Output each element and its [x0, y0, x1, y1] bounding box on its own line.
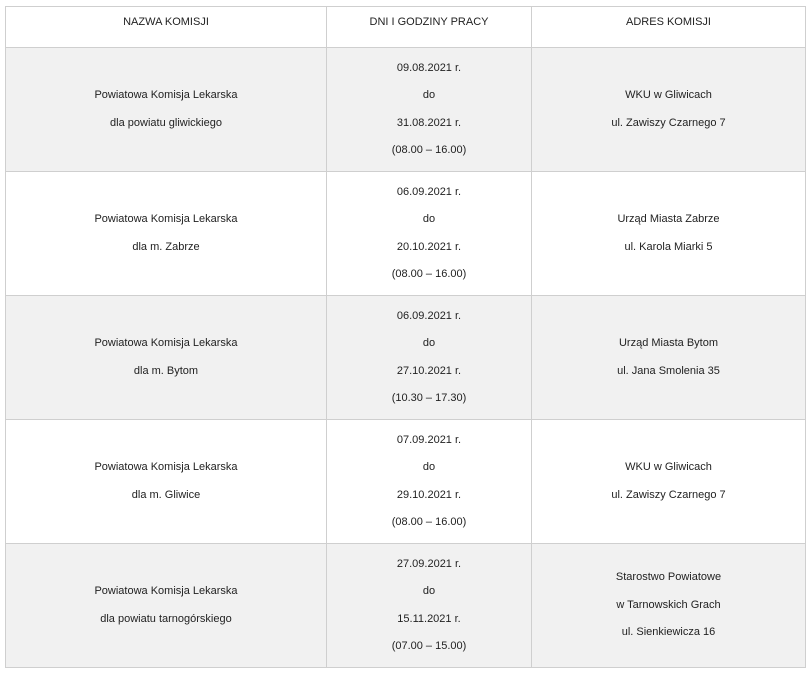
date-to: 15.11.2021 r. [397, 612, 461, 625]
address-cell [532, 420, 806, 544]
address-line: w Tarnowskich Grach [616, 598, 721, 611]
working-hours-cell [327, 296, 532, 420]
commission-name-line: dla powiatu gliwickiego [110, 116, 222, 129]
date-to: 29.10.2021 r. [396, 488, 462, 501]
header-address: ADRES KOMISJI [532, 7, 806, 48]
commission-name-cell [6, 420, 327, 544]
commission-name-line: Powiatowa Komisja Lekarska [94, 89, 238, 101]
address-cell [532, 172, 806, 296]
header-name: NAZWA KOMISJI [6, 7, 327, 48]
commission-name-line: Powiatowa Komisja Lekarska [94, 461, 238, 473]
date-separator: do [422, 585, 436, 597]
address-line: ul. Zawiszy Czarnego 7 [611, 116, 726, 129]
date-from: 07.09.2021 r. [396, 433, 462, 446]
date-separator: do [422, 461, 436, 473]
address-cell [532, 48, 806, 172]
commission-name-line: Powiatowa Komisja Lekarska [94, 585, 238, 597]
commission-name-line: dla powiatu tarnogórskiego [100, 612, 232, 625]
commission-name-cell [6, 48, 327, 172]
address-line: ul. Karola Miarki 5 [624, 240, 713, 253]
hours-range: (08.00 – 16.00) [391, 144, 467, 156]
commission-name-line: Powiatowa Komisja Lekarska [94, 337, 238, 349]
header-hours: DNI I GODZINY PRACY [327, 7, 532, 48]
commission-name-line: dla m. Bytom [133, 364, 199, 377]
address-line: WKU w Gliwicach [625, 461, 712, 473]
date-to: 20.10.2021 r. [396, 240, 462, 253]
date-separator: do [422, 89, 436, 101]
address-line: Urząd Miasta Zabrze [617, 213, 720, 225]
date-to: 27.10.2021 r. [396, 364, 462, 377]
address-line: ul. Zawiszy Czarnego 7 [611, 488, 726, 501]
table-row [6, 420, 806, 544]
date-from: 06.09.2021 r. [396, 309, 462, 322]
address-line: WKU w Gliwicach [625, 89, 712, 101]
commission-name-line: dla m. Gliwice [131, 488, 201, 501]
date-separator: do [422, 213, 436, 225]
table-row [6, 296, 806, 420]
table-row [6, 48, 806, 172]
address-line: ul. Jana Smolenia 35 [617, 364, 720, 377]
address-cell [532, 544, 806, 668]
date-to: 31.08.2021 r. [396, 116, 462, 129]
address-cell [532, 296, 806, 420]
commission-name-cell [6, 172, 327, 296]
table-row [6, 172, 806, 296]
hours-range: (08.00 – 16.00) [391, 516, 467, 528]
working-hours-cell [327, 420, 532, 544]
address-line: Urząd Miasta Bytom [618, 337, 719, 349]
date-from: 06.09.2021 r. [396, 185, 462, 198]
commission-name-cell [6, 296, 327, 420]
date-from: 27.09.2021 r. [396, 557, 462, 570]
table-row [6, 544, 806, 668]
address-line: ul. Sienkiewicza 16 [621, 626, 716, 639]
working-hours-cell [327, 48, 532, 172]
commission-name-line: Powiatowa Komisja Lekarska [94, 213, 238, 225]
commission-name-cell [6, 544, 327, 668]
hours-range: (07.00 – 15.00) [391, 640, 467, 652]
date-from: 09.08.2021 r. [396, 61, 462, 74]
hours-range: (08.00 – 16.00) [391, 268, 467, 280]
table-header-row [6, 7, 806, 48]
commissions-table [5, 6, 806, 668]
hours-range: (10.30 – 17.30) [391, 392, 467, 404]
working-hours-cell [327, 172, 532, 296]
address-line: Starostwo Powiatowe [615, 571, 722, 584]
commission-name-line: dla m. Zabrze [132, 240, 200, 253]
working-hours-cell [327, 544, 532, 668]
date-separator: do [422, 337, 436, 349]
